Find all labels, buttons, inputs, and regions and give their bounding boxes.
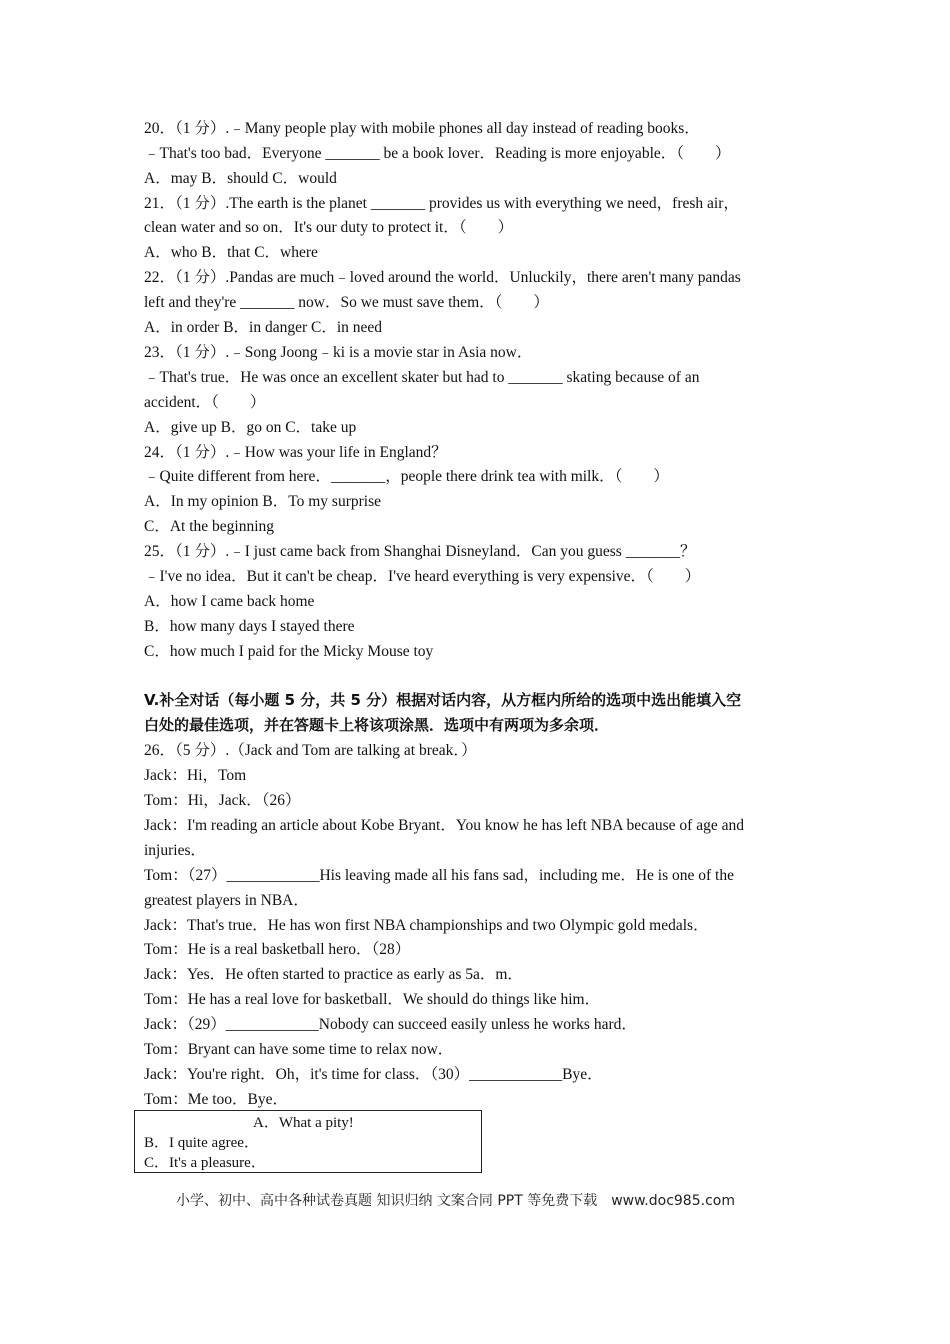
dialogue-line: greatest players in NBA． <box>144 892 309 909</box>
options-box <box>134 1110 482 1173</box>
dialogue-line: Jack：I'm reading an article about Kobe Bryant．You know he has left NBA because of age and <box>144 817 744 834</box>
option-a: A．What a pity! <box>253 1115 354 1131</box>
dialogue-line: Tom：Bryant can have some time to relax now． <box>144 1041 454 1058</box>
question-line: A．give up B．go on C．take up <box>144 419 357 436</box>
question-line: B．how many days I stayed there <box>144 618 355 635</box>
question-line: 22．（1 分）.Pandas are much﹣loved around the world．Unluckily，there aren't many pandas <box>144 269 741 286</box>
section-v-title-line-1: V.补全对话（每小题 5 分，共 5 分）根据对话内容，从方框内所给的选项中选出能填入空 <box>144 691 742 709</box>
dialogue-line: Tom：（27）____________His leaving made all his fans sad，including me．He is one of the <box>144 867 734 884</box>
question-line: 25．（1 分）.﹣I just came back from Shanghai Disneyland．Can you guess _______？ <box>144 543 696 560</box>
dialogue-line: Jack：Hi，Tom <box>144 767 247 784</box>
question-line: ﹣I've no idea．But it can't be cheap．I've heard everything is very expensive．（ ） <box>144 568 701 585</box>
option-c: C．It's a pleasure． <box>144 1155 266 1171</box>
question-line: 23．（1 分）.﹣Song Joong﹣ki is a movie star in Asia now． <box>144 344 533 361</box>
question-line: 24．（1 分）.﹣How was your life in England？ <box>144 444 447 461</box>
question-line: A．who B．that C．where <box>144 244 318 261</box>
dialogue-line: Tom：Me too．Bye． <box>144 1091 289 1108</box>
question-line: ﹣That's too bad．Everyone _______ be a book lover．Reading is more enjoyable．（ ） <box>144 145 731 162</box>
question-line: C．At the beginning <box>144 518 275 535</box>
dialogue-line: Jack：Yes．He often started to practice as early as 5a．m． <box>144 966 523 983</box>
dialogue-line: Jack：That's true．He has won first NBA championships and two Olympic gold medals． <box>144 917 709 934</box>
question-line: accident．（ ） <box>144 394 266 411</box>
dialogue-line: injuries． <box>144 842 206 859</box>
dialogue-line: Jack：You're right．Oh，it's time for class．（30）____________Bye． <box>144 1066 603 1083</box>
dialogue-line: Tom：Hi，Jack．（26） <box>144 792 301 809</box>
section-v-title-line-2: 白处的最佳选项，并在答题卡上将该项涂黑．选项中有两项为多余项． <box>144 716 610 734</box>
question-line: C．how much I paid for the Micky Mouse toy <box>144 643 434 660</box>
question-line: left and they're _______ now．So we must save them．（ ） <box>144 294 549 311</box>
question-line: A．how I came back home <box>144 593 315 610</box>
question-line: ﹣Quite different from here．_______，people there drink tea with milk．（ ） <box>144 468 669 485</box>
option-b: B．I quite agree． <box>144 1135 259 1151</box>
footer-text: 小学、初中、高中各种试卷真题 知识归纳 文案合同 PPT 等免费下载 www.doc985.com <box>176 1193 735 1209</box>
dialogue-line: Tom：He is a real basketball hero．（28） <box>144 941 411 958</box>
question-line: A．in order B．in danger C．in need <box>144 319 383 336</box>
question-line: 20．（1 分）.﹣Many people play with mobile phones all day instead of reading books． <box>144 120 700 137</box>
question-line: ﹣That's true．He was once an excellent skater but had to _______ skating because of an <box>144 369 700 386</box>
dialogue-line: Jack：（29）____________Nobody can succeed easily unless he works hard． <box>144 1016 637 1033</box>
question-line: A．may B．should C．would <box>144 170 337 187</box>
question-line: A．In my opinion B．To my surprise <box>144 493 382 510</box>
dialogue-line: Tom：He has a real love for basketball．We should do things like him． <box>144 991 601 1008</box>
question-line: clean water and so on．It's our duty to protect it．（ ） <box>144 219 514 236</box>
question-line: 21．（1 分）.The earth is the planet _______ provides us with everything we need，fresh air， <box>144 195 739 212</box>
dialogue-line: 26．（5 分）.（Jack and Tom are talking at break．） <box>144 742 477 759</box>
